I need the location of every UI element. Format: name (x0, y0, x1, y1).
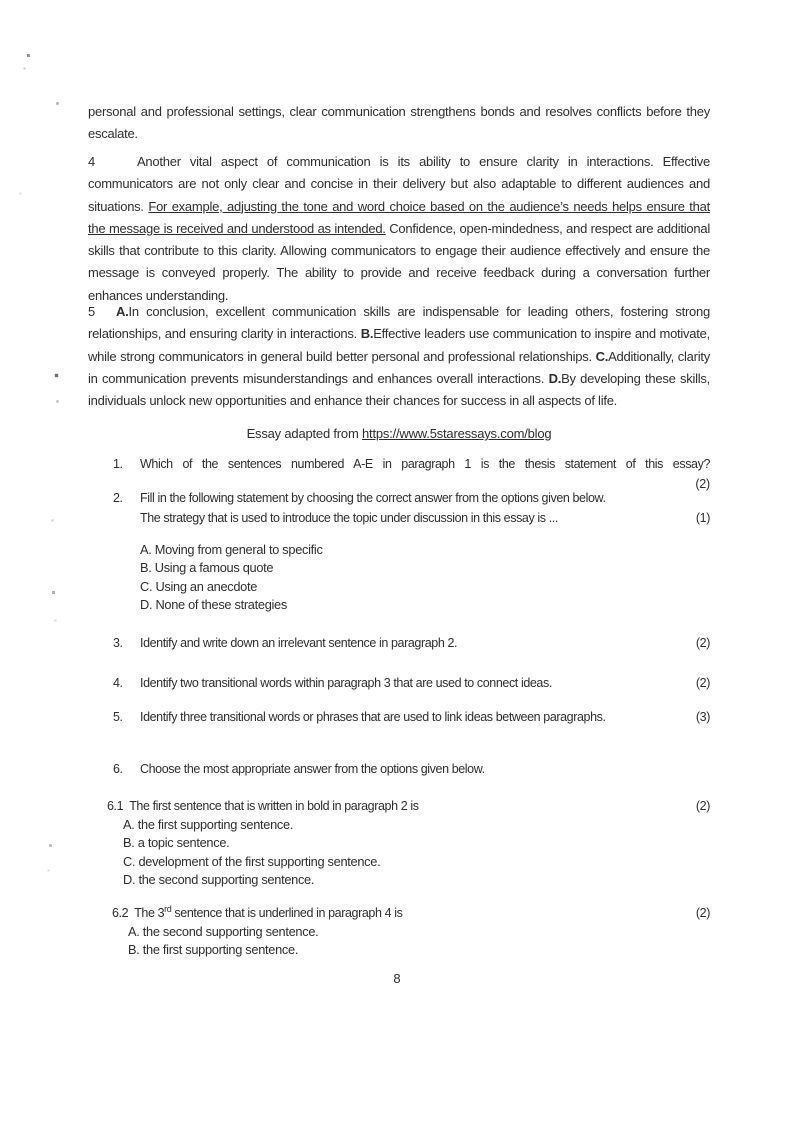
question-6-2-option-a: A. the second supporting sentence. (128, 924, 319, 939)
question-6-2-number: 6.2 (112, 906, 129, 920)
paragraph-5 (88, 301, 710, 412)
question-2-line2: The strategy that is used to introduce the topic under discussion in this essay is ... (140, 511, 558, 525)
question-2 (113, 488, 710, 528)
question-6-2-option-b: B. the first supporting sentence. (128, 942, 299, 958)
question-6-1-marks: (2) (695, 799, 710, 813)
question-2-options (140, 541, 323, 615)
paragraph-4 (88, 151, 710, 307)
question-2-body (140, 488, 710, 528)
question-6-2-marks: (2) (695, 906, 710, 920)
question-6-1-heading (107, 796, 710, 816)
question-4-text: Identify two transitional words within paragraph 3 that are used to connect ideas. (140, 676, 552, 690)
paragraph-4-text: Another vital aspect of communication is its ability to ensure clarity in interactions. Effective communicators are not only clear and concise in their delivery but also adaptable to different audiences and situations. For example, adjusting the tone and word choice based on the audience’s needs helps ensure that the message is received and understood as intended. Confidence, open-mindedness, and respect are additional skills that contribute to this clarity. Allowing communicators to engage their audience effectively and ensure the message is conveyed properly. The ability to provide and receive feedback during a conversation further enhances understanding. (88, 154, 711, 303)
question-4-marks: (2) (695, 676, 710, 690)
question-6-1-option-b: B. a topic sentence. (123, 835, 230, 851)
question-6-1-option-a: A. the first supporting sentence. (123, 817, 294, 832)
question-2-line2-row (140, 508, 710, 528)
question-6-1 (107, 796, 710, 890)
question-3-text: Identify and write down an irrelevant sentence in paragraph 2. (140, 636, 458, 650)
question-4-number: 4. (113, 676, 123, 690)
question-6-2-text: The 3rd sentence that is underlined in paragraph 4 is (134, 903, 403, 920)
attribution-prefix: Essay adapted from (246, 426, 363, 441)
question-5-number: 5. (113, 710, 123, 724)
attribution-link[interactable]: https://www.5staressays.com/blog (362, 426, 552, 441)
question-6-1-option-c: C. development of the first supporting sentence. (123, 853, 381, 869)
paragraph-5-number: 5 (88, 304, 95, 319)
question-6-2 (112, 903, 710, 960)
question-1-text: Which of the sentences numbered A-E in paragraph 1 is the thesis statement of this essay? (140, 457, 710, 471)
attribution-line (88, 426, 710, 441)
question-6-1-number: 6.1 (107, 799, 124, 813)
paragraph-4-number: 4 (88, 154, 95, 169)
ordinal-superscript: rd (164, 903, 172, 914)
question-1-marks: (2) (695, 477, 710, 491)
question-3-number: 3. (113, 636, 123, 650)
question-5-text: Identify three transitional words or phrases that are used to link ideas between paragraphs. (140, 710, 606, 724)
question-2-option-b: B. Using a famous quote (140, 560, 274, 576)
paragraph-3-continuation: personal and professional settings, clear communication strengthens bonds and resolves conflicts before they escalate. (88, 104, 710, 142)
question-6-text: Choose the most appropriate answer from the options given below. (140, 762, 485, 776)
question-2-line1: Fill in the following statement by choosing the correct answer from the options given below. (140, 491, 606, 505)
question-2-option-a: A. Moving from general to specific (140, 542, 323, 557)
question-6-2-options (112, 923, 710, 960)
question-4 (113, 673, 710, 693)
page-number: 8 (393, 971, 401, 986)
question-6-1-options (107, 816, 710, 890)
question-5-marks: (3) (695, 710, 710, 724)
question-6-number: 6. (113, 762, 123, 776)
question-6 (113, 759, 710, 779)
question-6-1-option-d: D. the second supporting sentence. (123, 872, 315, 888)
question-6-2-heading (112, 903, 710, 923)
question-1-number: 1. (113, 457, 123, 471)
question-5 (113, 707, 710, 727)
question-3 (113, 633, 710, 653)
question-6-1-text: The first sentence that is written in bold in paragraph 2 is (129, 799, 419, 813)
question-1 (113, 454, 710, 474)
question-2-number: 2. (113, 491, 123, 505)
question-2-option-c: C. Using an anecdote (140, 578, 258, 594)
question-2-option-d: D. None of these strategies (140, 597, 287, 613)
paragraph-5-text: A.In conclusion, excellent communication skills are indispensable for leading others, fostering strong relationships, and ensuring clarity in interactions. B.Effective leaders use communication to inspire and motivate, while strong communicators in general build better personal and professional relationships. C.Additionally, clarity in communication prevents misunderstandings and enhances overall interactions. D.By developing these skills, individuals unlock new opportunities and enhance their chances for success in all aspects of life. (88, 304, 710, 409)
scan-artifacts (0, 0, 1, 1)
question-3-marks: (2) (695, 636, 710, 650)
question-2-marks: (1) (695, 511, 710, 525)
